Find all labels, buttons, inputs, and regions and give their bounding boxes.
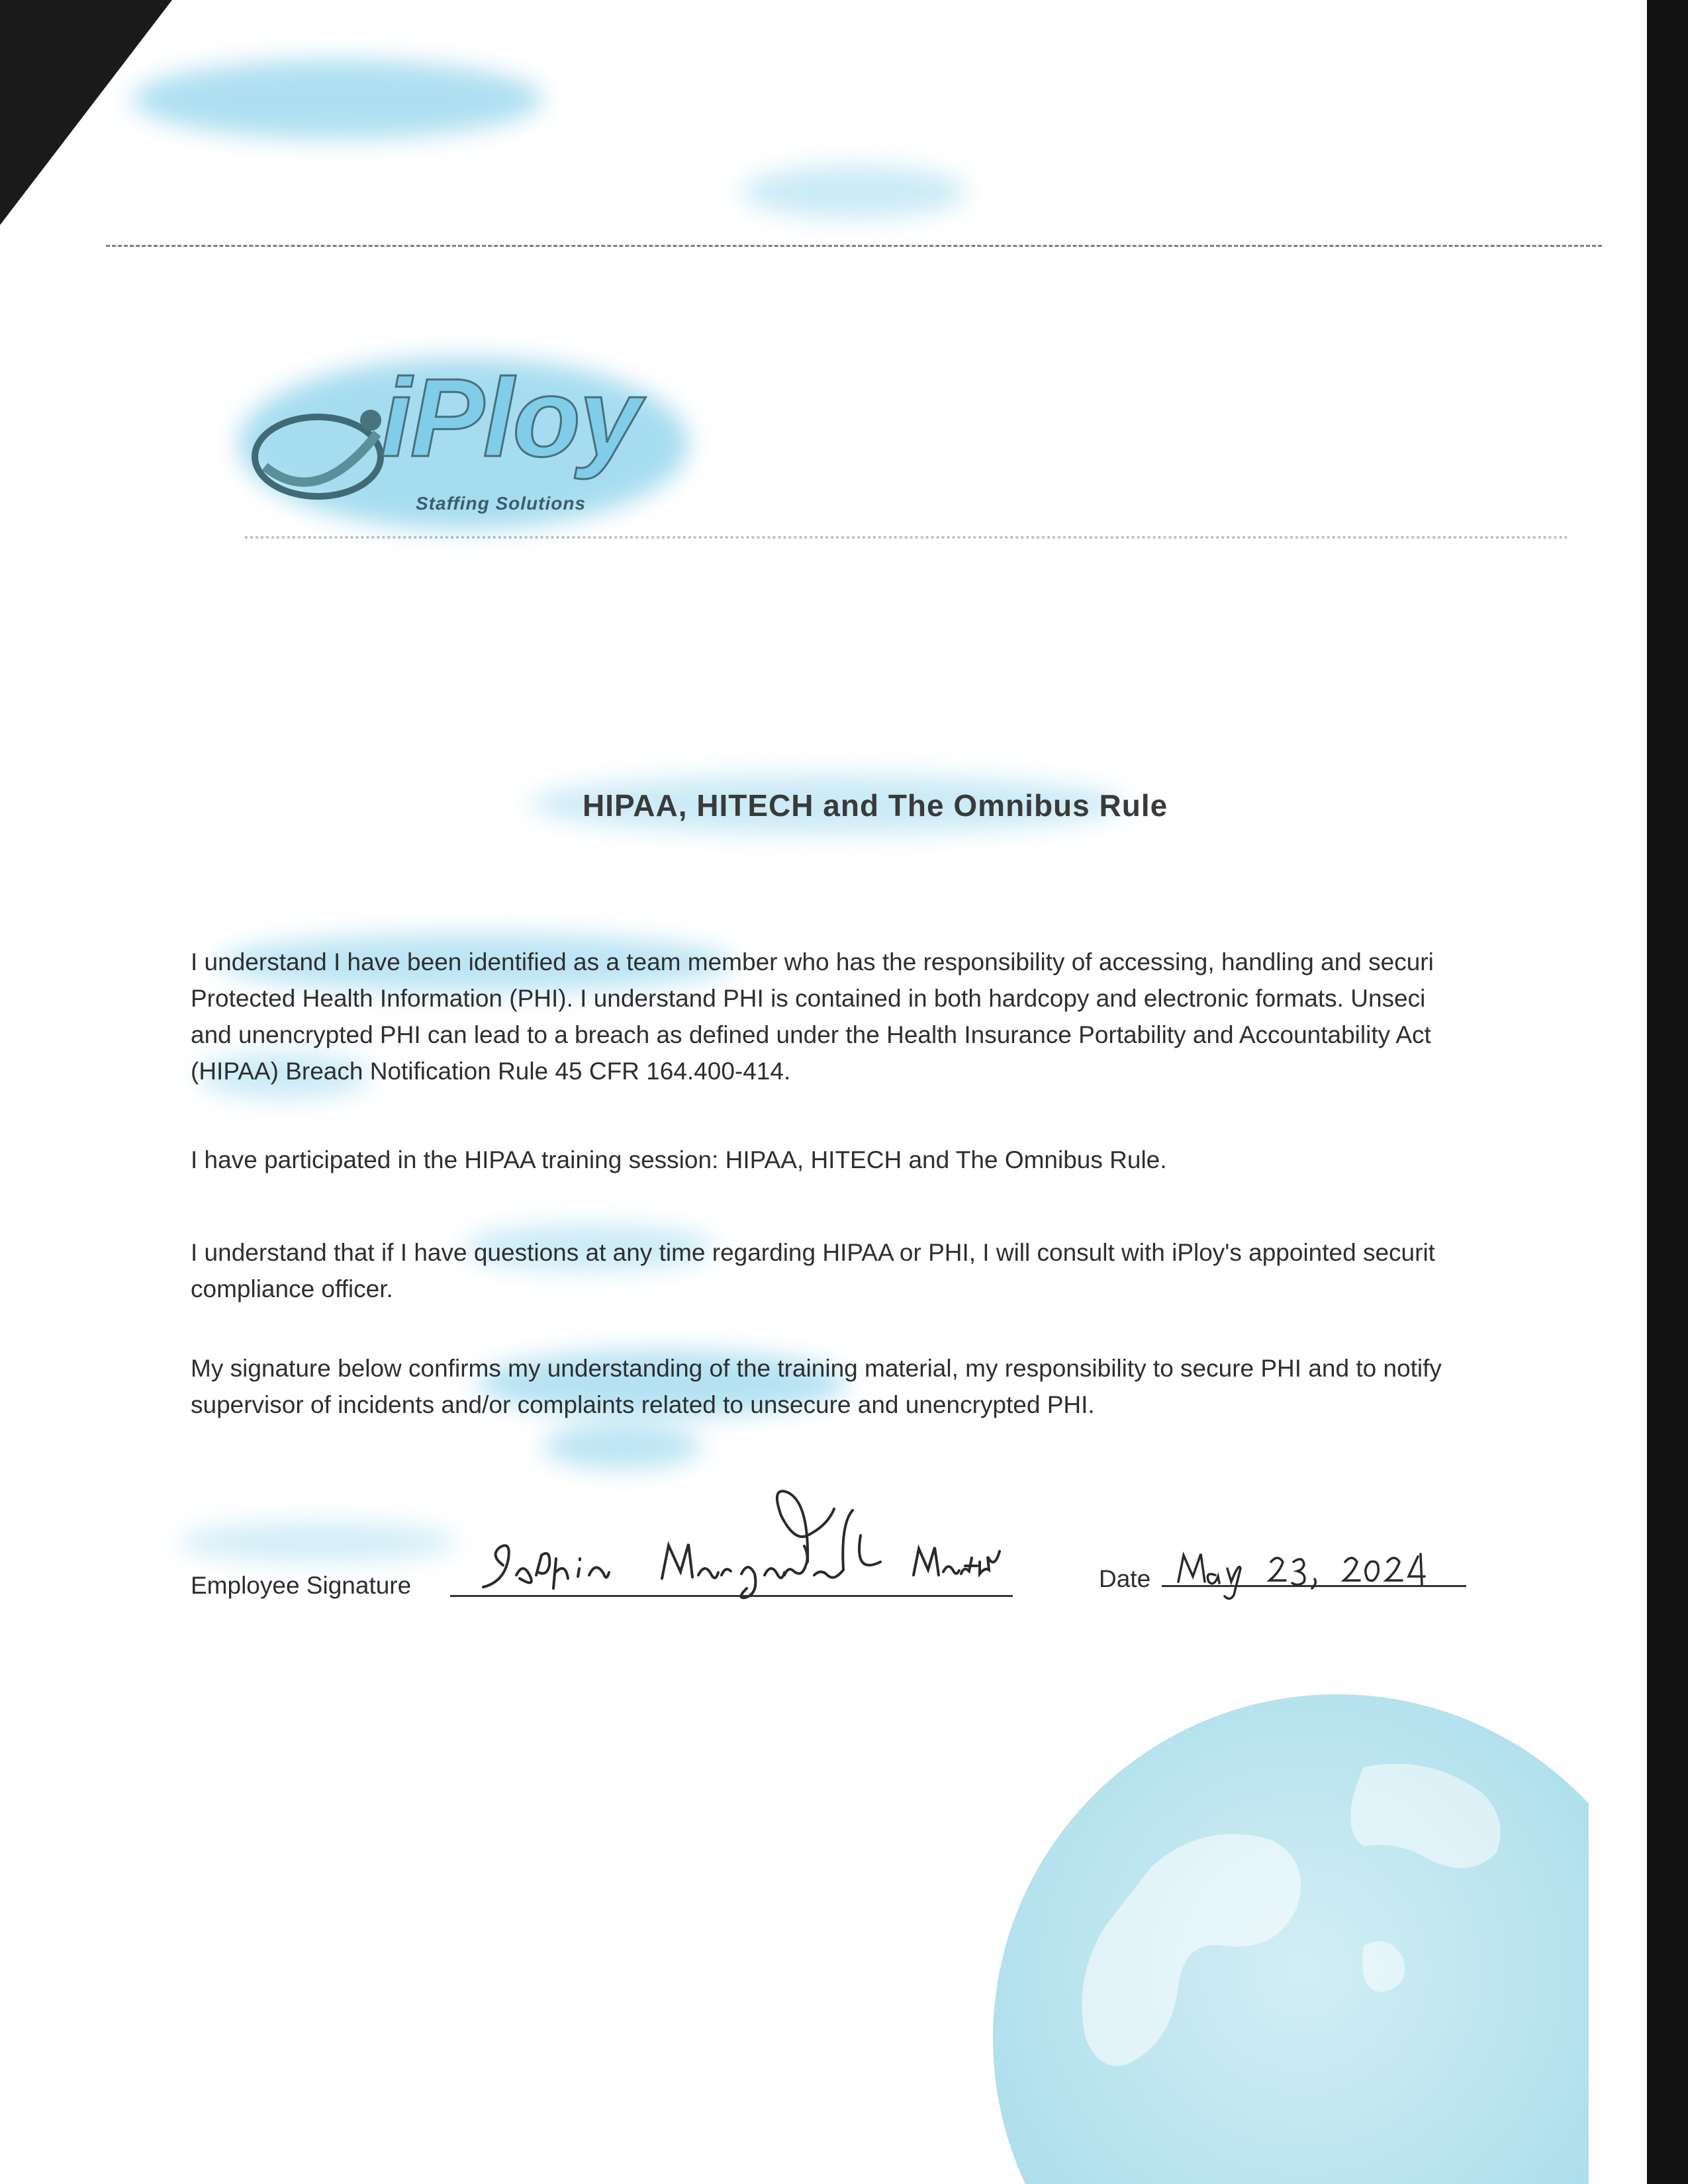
document-title: HIPAA, HITECH and The Omnibus Rule: [583, 788, 1168, 823]
toner-smudge: [179, 1522, 457, 1562]
paragraph-acknowledgement: [191, 944, 1620, 1089]
globe-watermark-icon: [993, 1668, 1589, 2184]
header-rule: [106, 245, 1602, 247]
toner-smudge: [741, 165, 966, 218]
paragraph-line: My signature below confirms my understanding of the training material, my responsibility to secure PHI and to notify: [191, 1355, 1442, 1382]
paragraph-line: and unencrypted PHI can lead to a breach as defined under the Health Insurance Portability and Accountability Act: [191, 1021, 1431, 1048]
paragraph-line: Protected Health Information (PHI). I understand PHI is contained in both hardcopy and electronic formats. Unseci: [191, 985, 1426, 1012]
toner-smudge: [543, 1423, 702, 1469]
logo-wordmark: iPloy: [381, 355, 640, 480]
logo-underline: [245, 536, 1569, 539]
paragraph-confirmation: [191, 1350, 1620, 1423]
paragraph-line: compliance officer.: [191, 1275, 393, 1302]
date-label: Date: [1099, 1565, 1151, 1592]
paragraph-line: I understand that if I have questions at any time regarding HIPAA or PHI, I will consult with iPloy's appointed securit: [191, 1239, 1435, 1266]
paragraph-questions: [191, 1234, 1620, 1307]
paragraph-line: (HIPAA) Breach Notification Rule 45 CFR 164.400-414.: [191, 1058, 791, 1085]
logo-swoosh-icon: [245, 394, 391, 513]
toner-smudge: [132, 60, 543, 139]
paragraph-training: [191, 1142, 1620, 1178]
handwritten-signature: [463, 1476, 1006, 1602]
handwritten-date: [1172, 1542, 1463, 1602]
page-right-margin: [1622, 0, 1688, 2184]
paragraph-line: I have participated in the HIPAA training session: HIPAA, HITECH and The Omnibus Rule.: [191, 1146, 1167, 1173]
company-logo: [245, 355, 708, 526]
paragraph-line: I understand I have been identified as a team member who has the responsibility of accessing, handling and securi: [191, 948, 1434, 976]
logo-tagline: Staffing Solutions: [416, 493, 586, 514]
paragraph-line: supervisor of incidents and/or complaints related to unsecure and unencrypted PHI.: [191, 1391, 1095, 1418]
signature-label: Employee Signature: [191, 1572, 412, 1599]
